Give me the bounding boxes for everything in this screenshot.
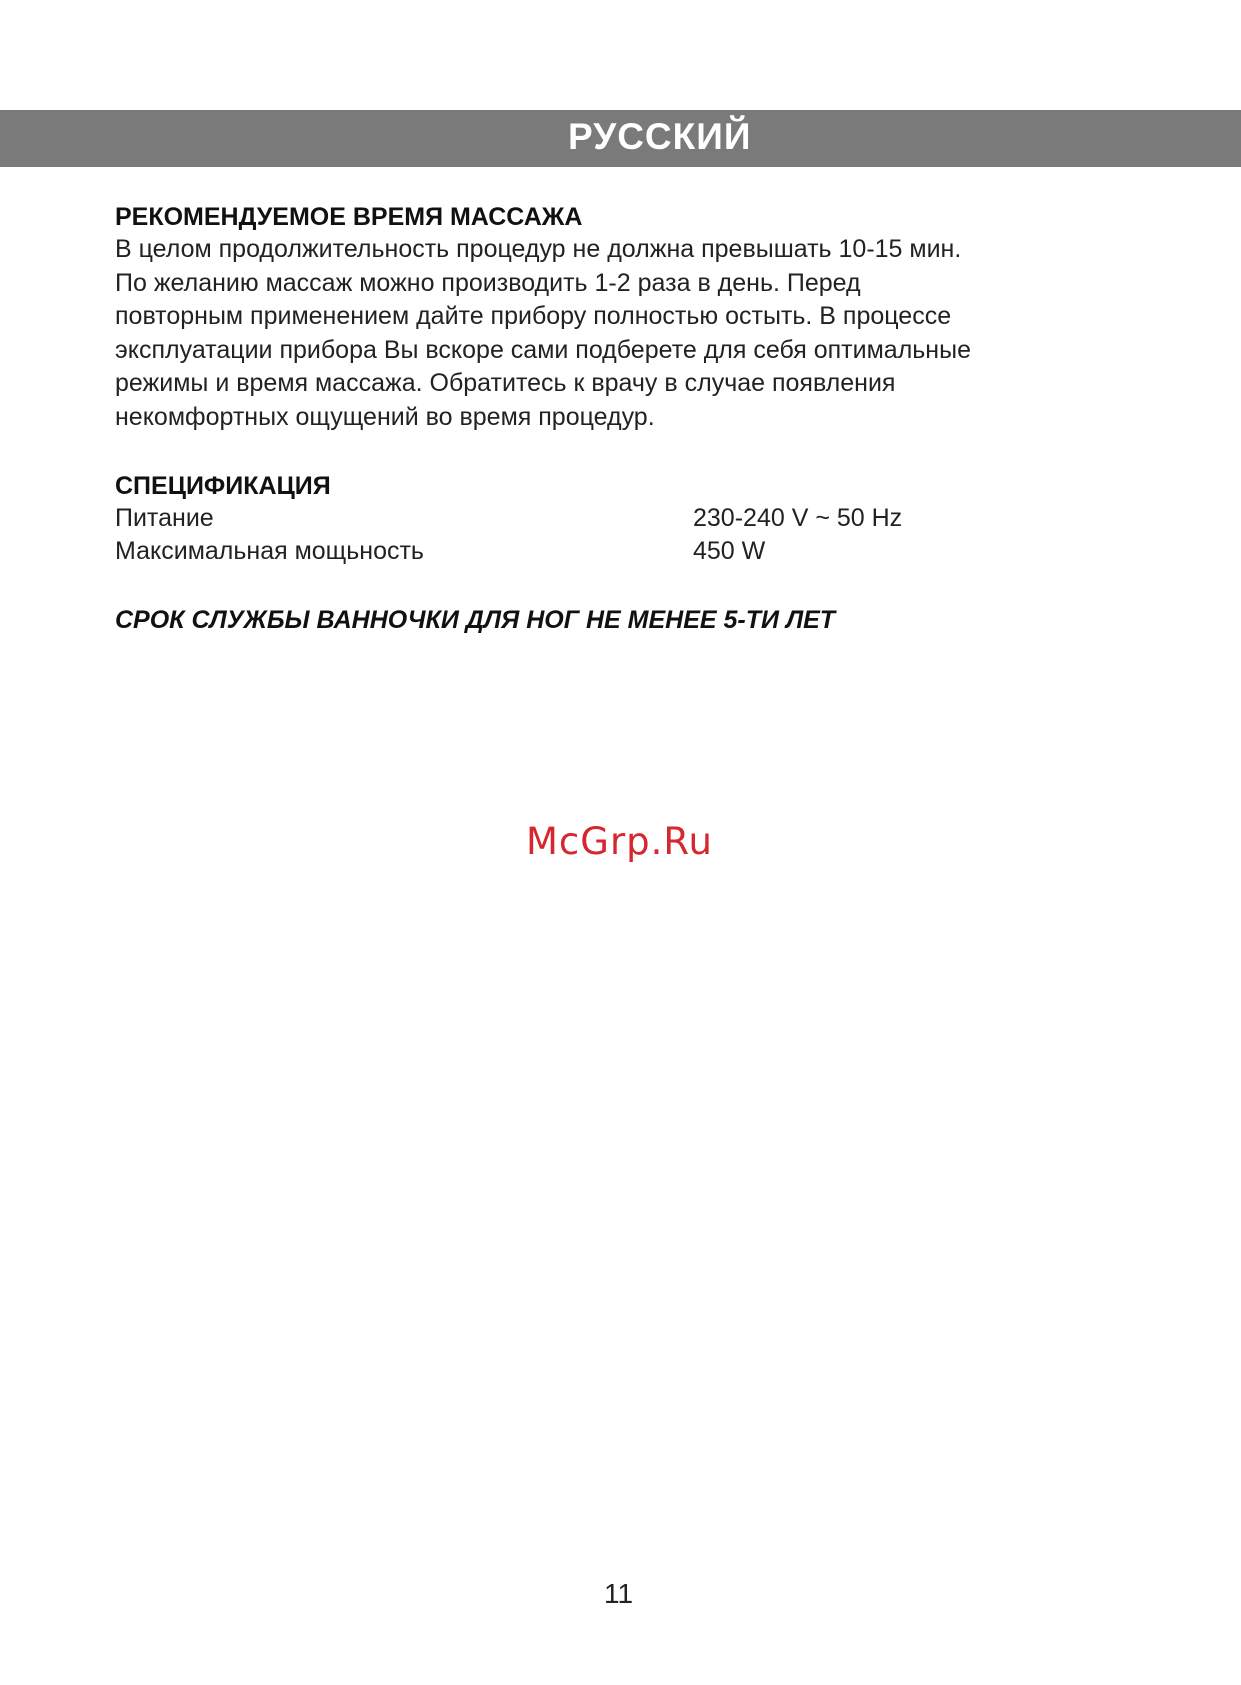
paragraph-line: повторным применением дайте прибору полностью остыть. В процессе bbox=[115, 302, 952, 330]
spec-label: Максимальная мощьность bbox=[115, 537, 424, 565]
paragraph-line: В целом продолжительность процедур не должна превышать 10-15 мин. bbox=[115, 235, 962, 263]
page-number: 11 bbox=[604, 1578, 634, 1609]
massage-time-section bbox=[115, 201, 1135, 434]
service-life-notice: СРОК СЛУЖБЫ ВАННОЧКИ ДЛЯ НОГ НЕ МЕНЕЕ 5-ТИ ЛЕТ bbox=[115, 606, 836, 634]
spec-row-power-supply bbox=[115, 502, 1135, 535]
massage-time-heading: РЕКОМЕНДУЕМОЕ ВРЕМЯ МАССАЖА bbox=[115, 203, 583, 231]
spec-value: 230-240 V ~ 50 Hz bbox=[693, 504, 903, 532]
spec-row-max-power bbox=[115, 535, 1135, 568]
paragraph-line: По желанию массаж можно производить 1-2 раза в день. Перед bbox=[115, 268, 861, 297]
spec-label: Питание bbox=[115, 504, 214, 532]
watermark: McGrp.Ru bbox=[526, 820, 713, 863]
paragraph-line: режимы и время массажа. Обратитесь к врачу в случае появления bbox=[115, 369, 896, 397]
paragraph-line: некомфортных ощущений во время процедур. bbox=[115, 402, 655, 431]
specification-heading: СПЕЦИФИКАЦИЯ bbox=[115, 472, 331, 500]
massage-time-paragraph bbox=[115, 233, 1135, 434]
spec-value: 450 W bbox=[693, 537, 766, 565]
specification-section bbox=[115, 470, 1135, 568]
paragraph-line: эксплуатации прибора Вы вскоре сами подберете для себя оптимальные bbox=[115, 335, 971, 364]
language-title: РУССКИЙ bbox=[568, 116, 752, 157]
